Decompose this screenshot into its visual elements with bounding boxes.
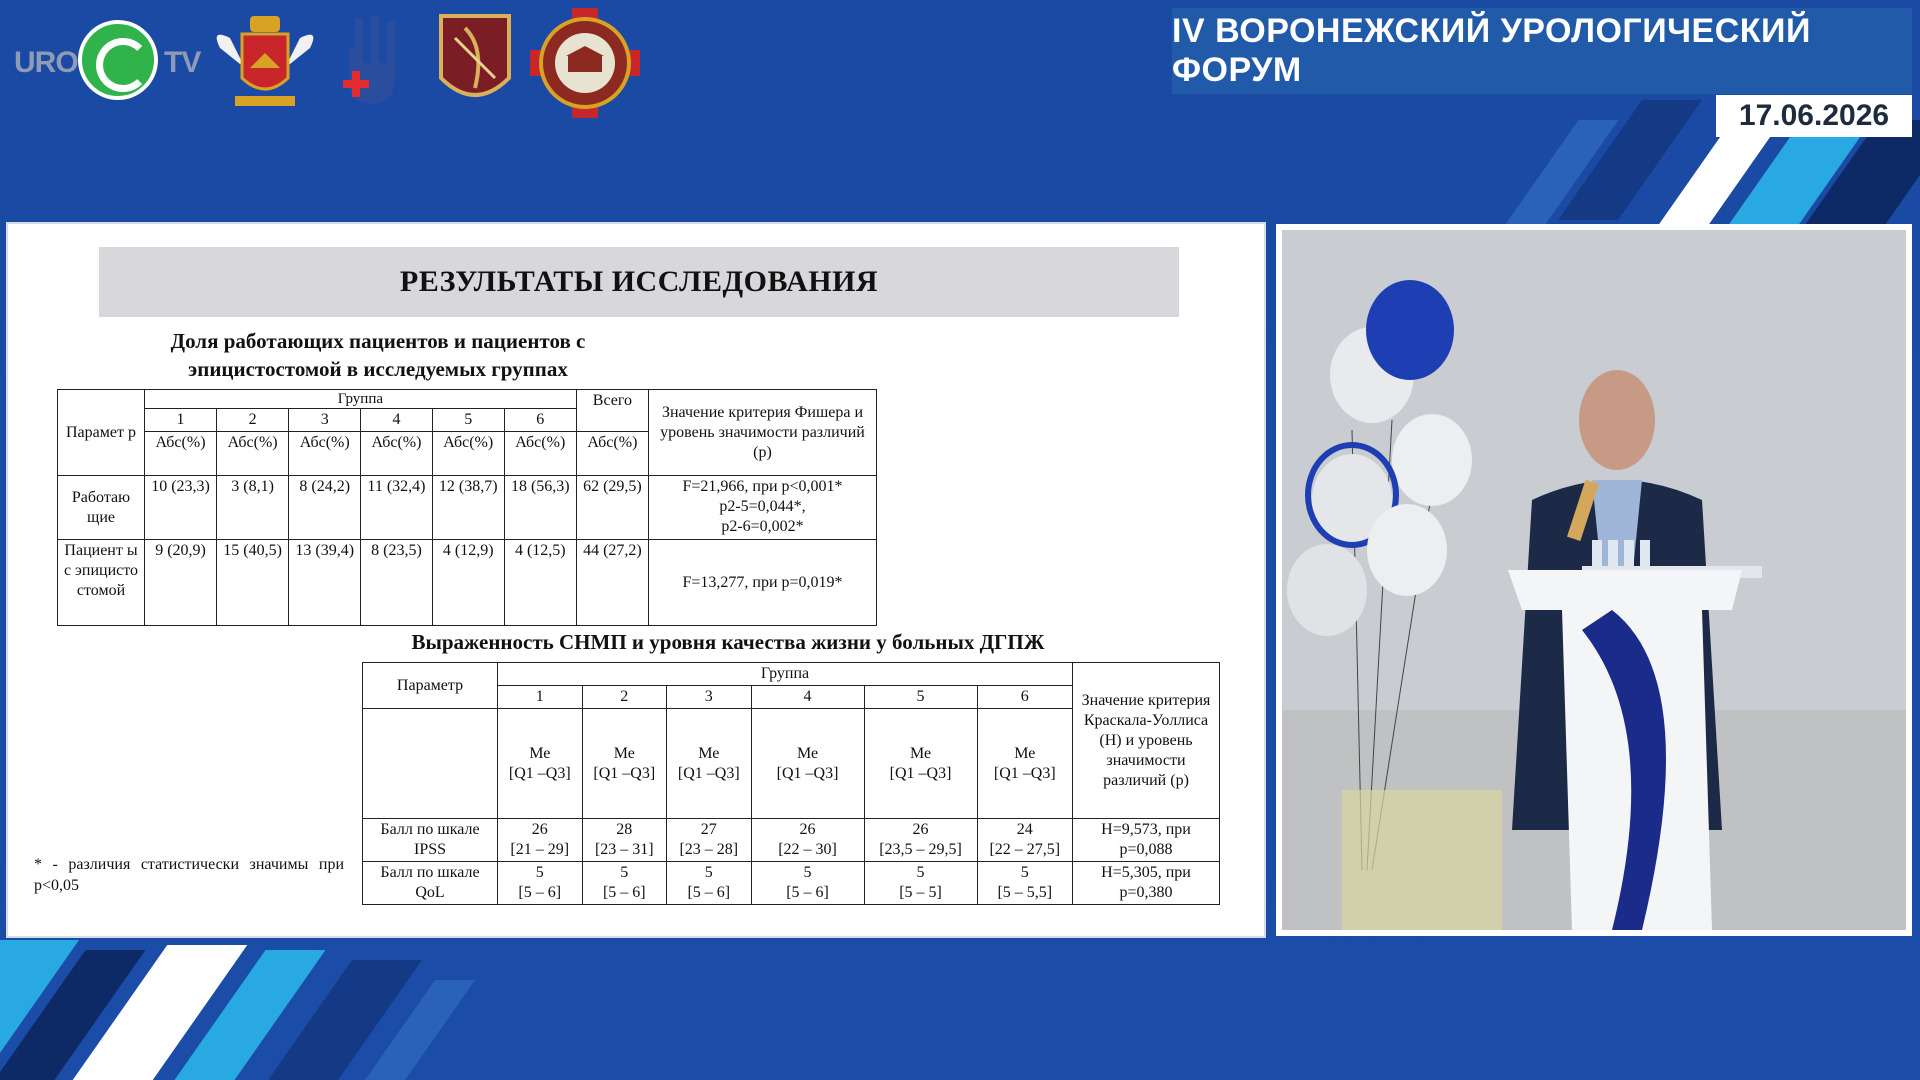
me-value: 5 (620, 864, 629, 881)
table-header: Параметр (363, 663, 498, 709)
q-value: [5 – 5] (899, 884, 942, 901)
table-cell: 10 (23,3) (145, 476, 217, 540)
q-value: [5 – 5,5] (997, 884, 1053, 901)
criterion-line: p2-5=0,044*, (719, 498, 806, 515)
table-cell: 13 (39,4) (289, 540, 361, 626)
table-cell (864, 819, 977, 862)
me-q-label (582, 709, 667, 819)
table-cell: 12 (38,7) (432, 476, 504, 540)
urology-society-shield-icon (435, 8, 515, 118)
criterion-cell (649, 476, 877, 540)
table-cell: 62 (29,5) (576, 476, 648, 540)
me-value: 26 (799, 821, 816, 838)
group-number: 6 (504, 409, 576, 432)
me-value: 5 (704, 864, 713, 881)
university-seal-icon (530, 8, 640, 118)
table-header: Значение критерия Фишера и уровень значимости различий (p) (649, 390, 877, 476)
presentation-slide (8, 224, 1264, 936)
table2-caption: Выраженность СНМП и уровня качества жизни у больных ДГПЖ (411, 630, 1045, 654)
abs-label: Абс(%) (576, 432, 648, 476)
group-number: 2 (217, 409, 289, 432)
group-number: 3 (289, 409, 361, 432)
me-value: 27 (700, 821, 717, 838)
group-number: 4 (361, 409, 432, 432)
row-label: Балл по шкале QoL (363, 862, 498, 905)
group-number: 5 (864, 686, 977, 709)
criterion-line: F=21,966, при p<0,001* (682, 478, 843, 495)
table-row (58, 476, 877, 540)
table-header: Группа (145, 390, 577, 409)
employment-table (57, 389, 877, 626)
table-row (363, 819, 1220, 862)
me-label: Ме (613, 744, 635, 762)
me-value: 24 (1016, 821, 1033, 838)
q-label: [Q1 –Q3] (508, 764, 571, 782)
group-number: 3 (667, 686, 752, 709)
abs-label: Абс(%) (361, 432, 432, 476)
abs-label: Абс(%) (145, 432, 217, 476)
table-cell (977, 819, 1072, 862)
ipss-qol-table (362, 662, 1220, 905)
table-cell (751, 819, 864, 862)
q-value: [5 – 6] (786, 884, 829, 901)
criterion-cell: H=9,573, при p=0,088 (1073, 819, 1220, 862)
q-value: [22 – 27,5] (989, 841, 1061, 858)
me-value: 5 (1020, 864, 1029, 881)
row-label: Работаю щие (58, 476, 145, 540)
table-cell (582, 819, 667, 862)
table-cell (498, 819, 583, 862)
group-number: 5 (432, 409, 504, 432)
q-value: [5 – 6] (518, 884, 562, 901)
me-label: Ме (529, 744, 551, 762)
criterion-cell: F=13,277, при p=0,019* (649, 540, 877, 626)
table-cell: 3 (8,1) (217, 476, 289, 540)
video-frame (1282, 230, 1906, 930)
table-cell: 9 (20,9) (145, 540, 217, 626)
forum-title: IV ВОРОНЕЖСКИЙ УРОЛОГИЧЕСКИЙ ФОРУМ (1172, 8, 1912, 94)
table1-caption-line1: Доля работающих пациентов и пациентов с (170, 329, 586, 353)
medical-hand-cross-icon (335, 8, 415, 118)
footnote: * - различия статистически значимы при p<0,05 (34, 856, 344, 894)
me-q-label (667, 709, 752, 819)
table-row (58, 540, 877, 626)
uro-tv-logo (14, 20, 200, 104)
q-value: [21 – 29] (510, 841, 570, 858)
logo-right-text: TV (164, 46, 201, 79)
row-label: Пациент ы с эпицисто стомой (58, 540, 145, 626)
q-value: [23 – 31] (594, 841, 654, 858)
q-label: [Q1 –Q3] (677, 764, 740, 782)
q-value: [23,5 – 29,5] (879, 841, 962, 858)
group-number: 4 (751, 686, 864, 709)
table-header: Всего (576, 390, 648, 432)
table-header: Парамет р (58, 390, 145, 476)
speaker-video (1276, 224, 1912, 936)
me-value: 5 (916, 864, 925, 881)
table-cell: 4 (12,9) (432, 540, 504, 626)
abs-label: Абс(%) (289, 432, 361, 476)
table-cell (667, 862, 752, 905)
table-cell: 8 (23,5) (361, 540, 432, 626)
me-q-label (498, 709, 583, 819)
table-cell: 11 (32,4) (361, 476, 432, 540)
q-label: [Q1 –Q3] (593, 764, 656, 782)
voronezh-coat-of-arms-icon (210, 8, 320, 118)
uro-tv-circle-icon (78, 20, 158, 100)
criterion-line: p2-6=0,002* (721, 518, 804, 535)
q-label: [Q1 –Q3] (776, 764, 839, 782)
abs-label: Абс(%) (504, 432, 576, 476)
table1-caption (48, 327, 708, 383)
me-q-label (751, 709, 864, 819)
me-value: 5 (803, 864, 812, 881)
q-label: [Q1 –Q3] (889, 764, 952, 782)
table1-caption-line2: эпицистостомой в исследуемых группах (188, 357, 568, 381)
me-label: Ме (909, 744, 932, 762)
me-label: Ме (1014, 744, 1036, 762)
me-value: 5 (535, 864, 544, 881)
table-header: Группа (498, 663, 1073, 686)
logo-left-text: URO (14, 46, 78, 79)
forum-date: 17.06.2026 (1716, 95, 1912, 137)
q-label: [Q1 –Q3] (993, 764, 1056, 782)
me-q-label (977, 709, 1072, 819)
group-number: 1 (145, 409, 217, 432)
table-cell: 15 (40,5) (217, 540, 289, 626)
table-cell (977, 862, 1072, 905)
me-value: 28 (616, 821, 633, 838)
empty-cell (363, 709, 498, 819)
abs-label: Абс(%) (217, 432, 289, 476)
row-label: Балл по шкале IPSS (363, 819, 498, 862)
me-value: 26 (531, 821, 548, 838)
table-cell (751, 862, 864, 905)
q-value: [5 – 6] (687, 884, 731, 901)
group-number: 2 (582, 686, 667, 709)
me-label: Ме (796, 744, 819, 762)
speaker-scene-image (1282, 230, 1906, 930)
table-row (363, 862, 1220, 905)
group-number: 1 (498, 686, 583, 709)
me-value: 26 (912, 821, 929, 838)
criterion-cell: H=5,305, при p=0,380 (1073, 862, 1220, 905)
table-cell: 44 (27,2) (576, 540, 648, 626)
slide-title: РЕЗУЛЬТАТЫ ИССЛЕДОВАНИЯ (99, 247, 1179, 317)
q-value: [5 – 6] (602, 884, 646, 901)
q-value: [22 – 30] (778, 841, 837, 858)
me-label: Ме (698, 744, 720, 762)
header-logos (10, 8, 670, 118)
me-q-label (864, 709, 977, 819)
table-cell (667, 819, 752, 862)
table-cell (498, 862, 583, 905)
table-header: Значение критерия Краскала-Уоллиса (H) и уровень значимости различий (p) (1073, 663, 1220, 819)
table-cell (864, 862, 977, 905)
group-number: 6 (977, 686, 1072, 709)
abs-label: Абс(%) (432, 432, 504, 476)
q-value: [23 – 28] (679, 841, 739, 858)
table-cell: 18 (56,3) (504, 476, 576, 540)
table-cell (582, 862, 667, 905)
table-cell: 4 (12,5) (504, 540, 576, 626)
table-cell: 8 (24,2) (289, 476, 361, 540)
